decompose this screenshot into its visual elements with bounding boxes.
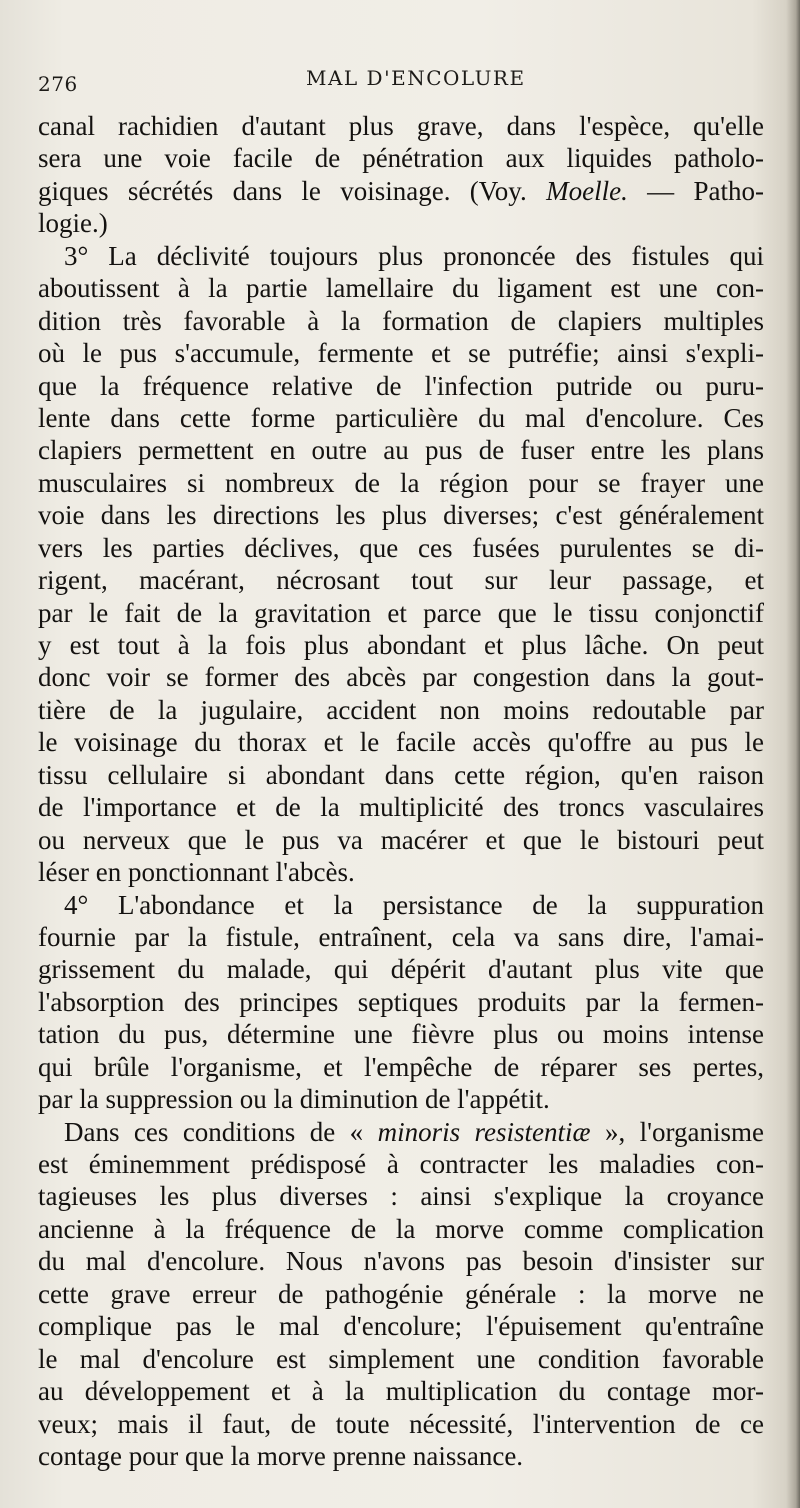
text-line-part: », l'organisme: [590, 1116, 764, 1147]
text-line: aboutissent à la partie lamellaire du ligament est une con-: [38, 273, 764, 304]
text-line: [38, 175, 764, 207]
text-line: cette grave erreur de pathogénie générale : la morve ne: [38, 1278, 764, 1309]
text-line: complique pas le mal d'encolure; l'épuisement qu'entraîne: [38, 1311, 764, 1342]
running-title: MAL D'ENCOLURE: [306, 66, 526, 90]
text-line: tagieuses les plus diverses : ainsi s'explique la croyance: [38, 1181, 764, 1212]
text-line: donc voir se former des abcès par congestion dans la gout-: [38, 662, 764, 693]
text-line-part: — Patho-: [627, 175, 764, 206]
text-line: musculaires si nombreux de la région pour se frayer une: [38, 467, 764, 498]
text-line: logie.): [38, 208, 108, 239]
text-line: par la suppression ou la diminution de l'appétit.: [38, 1084, 550, 1115]
text-line: lente dans cette forme particulière du mal d'encolure. Ces: [38, 402, 764, 433]
text-line: veux; mais il faut, de toute nécessité, l'intervention de ce: [38, 1408, 764, 1439]
text-line: clapiers permettent en outre au pus de fuser entre les plans: [38, 435, 764, 466]
text-line: sera une voie facile de pénétration aux liquides patholo-: [38, 143, 764, 174]
text-line: 4° L'abondance et la persistance de la suppuration: [64, 889, 764, 920]
text-line: ou nerveux que le pus va macérer et que le bistouri peut: [38, 824, 764, 855]
text-line: tissu cellulaire si abondant dans cette région, qu'en raison: [38, 759, 764, 790]
text-line: [38, 1116, 764, 1148]
text-line: que la fréquence relative de l'infection putride ou puru-: [38, 370, 764, 401]
text-line: le mal d'encolure est simplement une condition favorable: [38, 1343, 764, 1374]
text-line: par le fait de la gravitation et parce que le tissu conjonctif: [38, 597, 764, 628]
text-line-part: giques sécrétés dans le voisinage. (Voy.: [38, 175, 547, 206]
text-line: où le pus s'accumule, fermente et se putréfie; ainsi s'expli-: [38, 338, 764, 369]
text-line: ancienne à la fréquence de la morve comme complication: [38, 1213, 764, 1244]
text-line: tière de la jugulaire, accident non moins redoutable par: [38, 694, 764, 725]
text-line: au développement et à la multiplication du contage mor-: [38, 1376, 764, 1407]
text-line: rigent, macérant, nécrosant tout sur leur passage, et: [38, 565, 764, 596]
text-line: de l'importance et de la multiplicité des troncs vasculaires: [38, 792, 764, 823]
text-line: qui brûle l'organisme, et l'empêche de réparer ses pertes,: [38, 1051, 764, 1082]
text-line: tation du pus, détermine une fièvre plus ou moins intense: [38, 1019, 764, 1050]
page-gutter-shadow: [786, 0, 800, 1508]
page-header: [36, 62, 764, 96]
text-line: est éminemment prédisposé à contracter les maladies con-: [38, 1149, 764, 1179]
text-line: contage pour que la morve prenne naissance.: [38, 1440, 524, 1471]
text-line: y est tout à la fois plus abondant et plus lâche. On peut: [38, 630, 764, 660]
text-line: 3° La déclivité toujours plus prononcée des fistules qui: [64, 240, 764, 271]
italic-latin-phrase: minoris resistentiæ: [377, 1116, 591, 1147]
text-line: grissement du malade, qui dépérit d'autant plus vite que: [38, 954, 764, 985]
text-line: dition très favorable à la formation de clapiers multiples: [38, 305, 764, 336]
text-line: l'absorption des principes septiques produits par la fermen-: [38, 986, 764, 1017]
text-line: du mal d'encolure. Nous n'avons pas besoin d'insister sur: [38, 1246, 764, 1277]
text-line: fournie par la fistule, entraînent, cela va sans dire, l'amai-: [38, 921, 764, 952]
text-line: vers les parties déclives, que ces fusées purulentes se di-: [38, 532, 764, 563]
text-line: léser en ponctionnant l'abcès.: [38, 857, 355, 888]
body-text: [38, 110, 764, 1472]
text-line: le voisinage du thorax et le facile accès qu'offre au pus le: [38, 727, 764, 758]
italic-reference: Moelle.: [546, 175, 628, 206]
text-line: voie dans les directions les plus diverses; c'est généralement: [38, 500, 764, 531]
page-number: 276: [38, 72, 78, 96]
text-line-part: Dans ces conditions de «: [64, 1116, 378, 1147]
text-line: canal rachidien d'autant plus grave, dans l'espèce, qu'elle: [38, 111, 764, 141]
